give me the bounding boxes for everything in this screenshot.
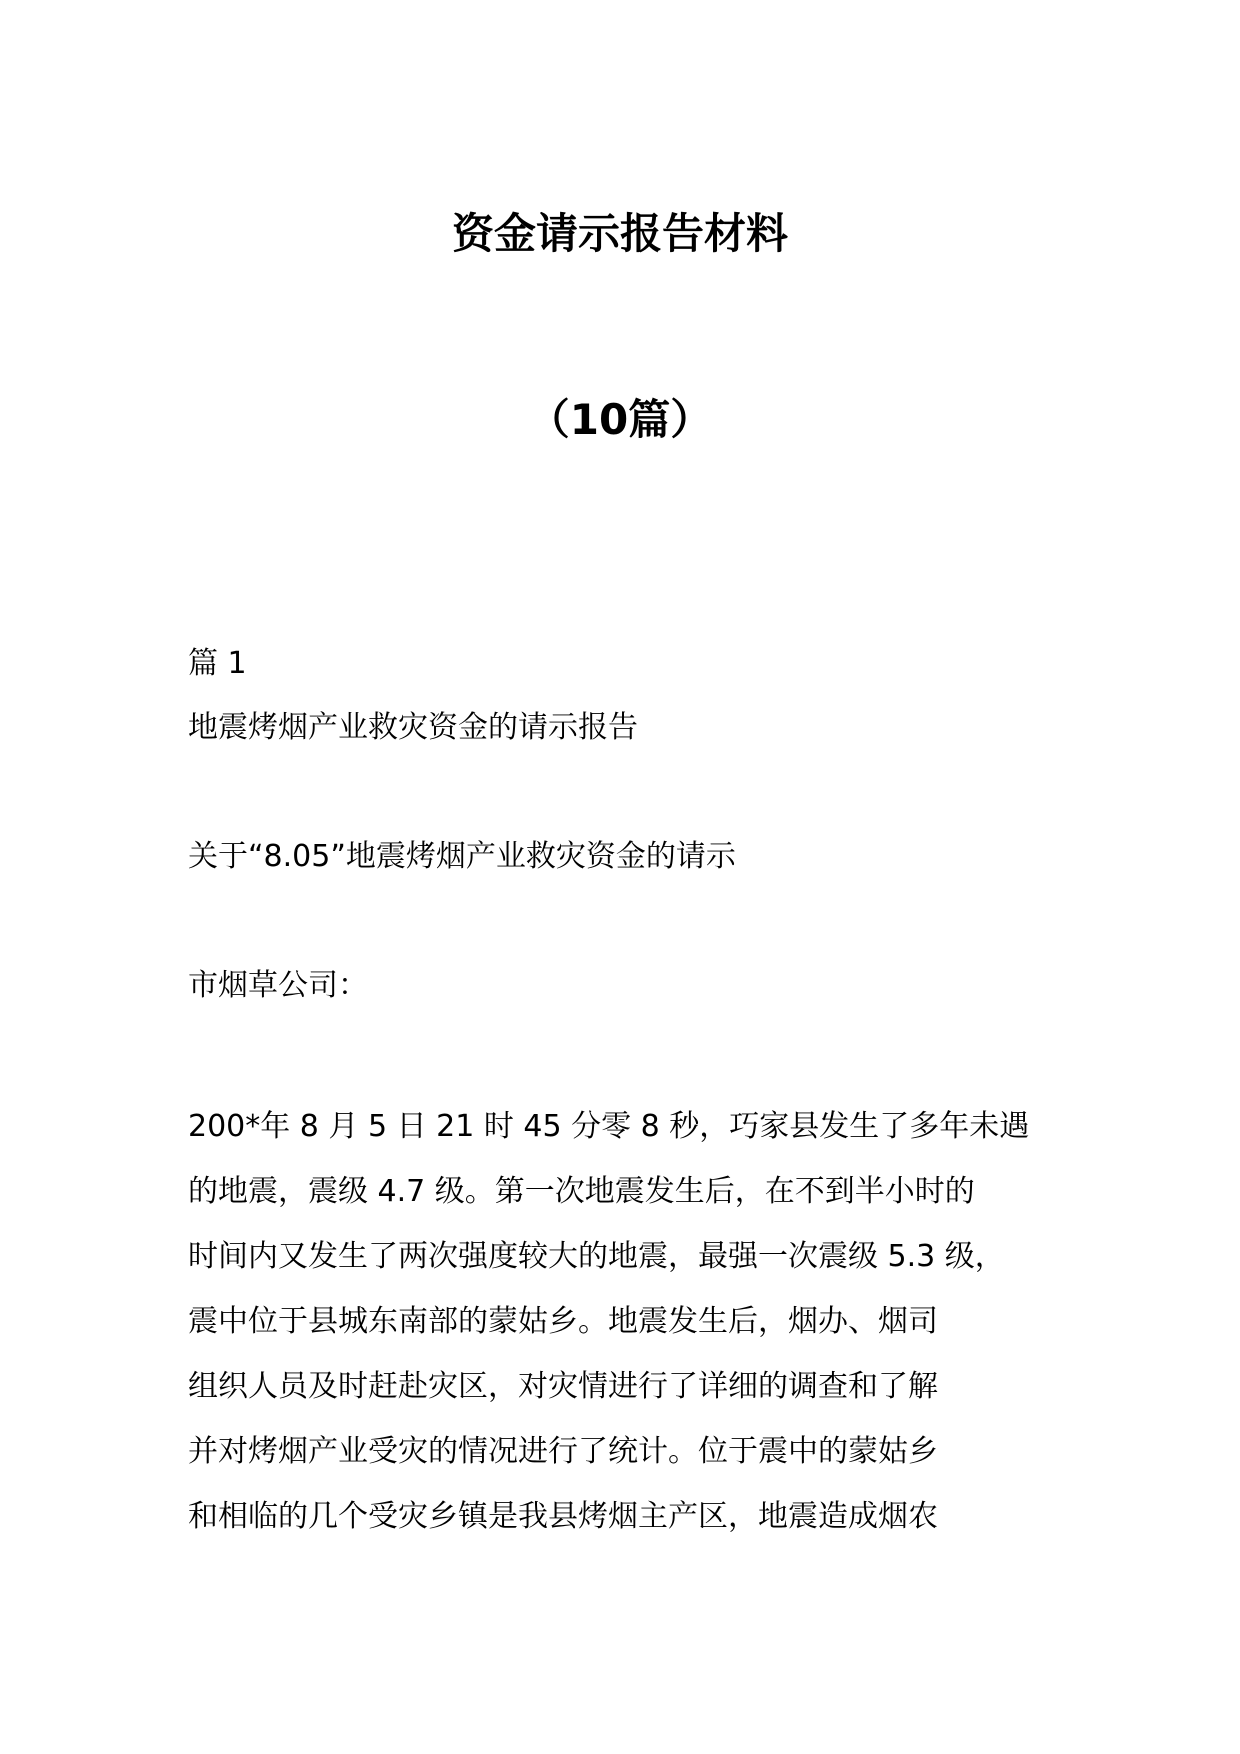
body-line: 组织人员及时赶赴灾区，对灾情进行了详细的调查和了解 — [188, 1369, 938, 1404]
document-title: 资金请示报告材料 — [451, 209, 788, 258]
body-paragraph — [188, 1094, 1088, 1549]
section-label: 篇 1 — [188, 646, 247, 681]
body-line: 并对烤烟产业受灾的情况进行了统计。位于震中的蒙姑乡 — [188, 1434, 938, 1469]
body-line: 震中位于县城东南部的蒙姑乡。地震发生后，烟办、烟司 — [188, 1304, 938, 1339]
body-line: 的地震，震级 4.7 级。第一次地震发生后，在不到半小时的 — [188, 1174, 975, 1209]
body-line: 和相临的几个受灾乡镇是我县烤烟主产区，地震造成烟农 — [188, 1499, 938, 1534]
body-line: 200*年 8 月 5 日 21 时 45 分零 8 秒，巧家县发生了多年未遇 — [188, 1109, 1030, 1144]
body-line: 时间内又发生了两次强度较大的地震，最强一次震级 5.3 级， — [188, 1239, 1005, 1274]
request-title: 关于“8.05”地震烤烟产业救灾资金的请示 — [188, 839, 736, 874]
document-subtitle: （10篇） — [527, 395, 713, 444]
addressee: 市烟草公司： — [188, 968, 368, 1003]
section-heading: 地震烤烟产业救灾资金的请示报告 — [188, 710, 638, 745]
